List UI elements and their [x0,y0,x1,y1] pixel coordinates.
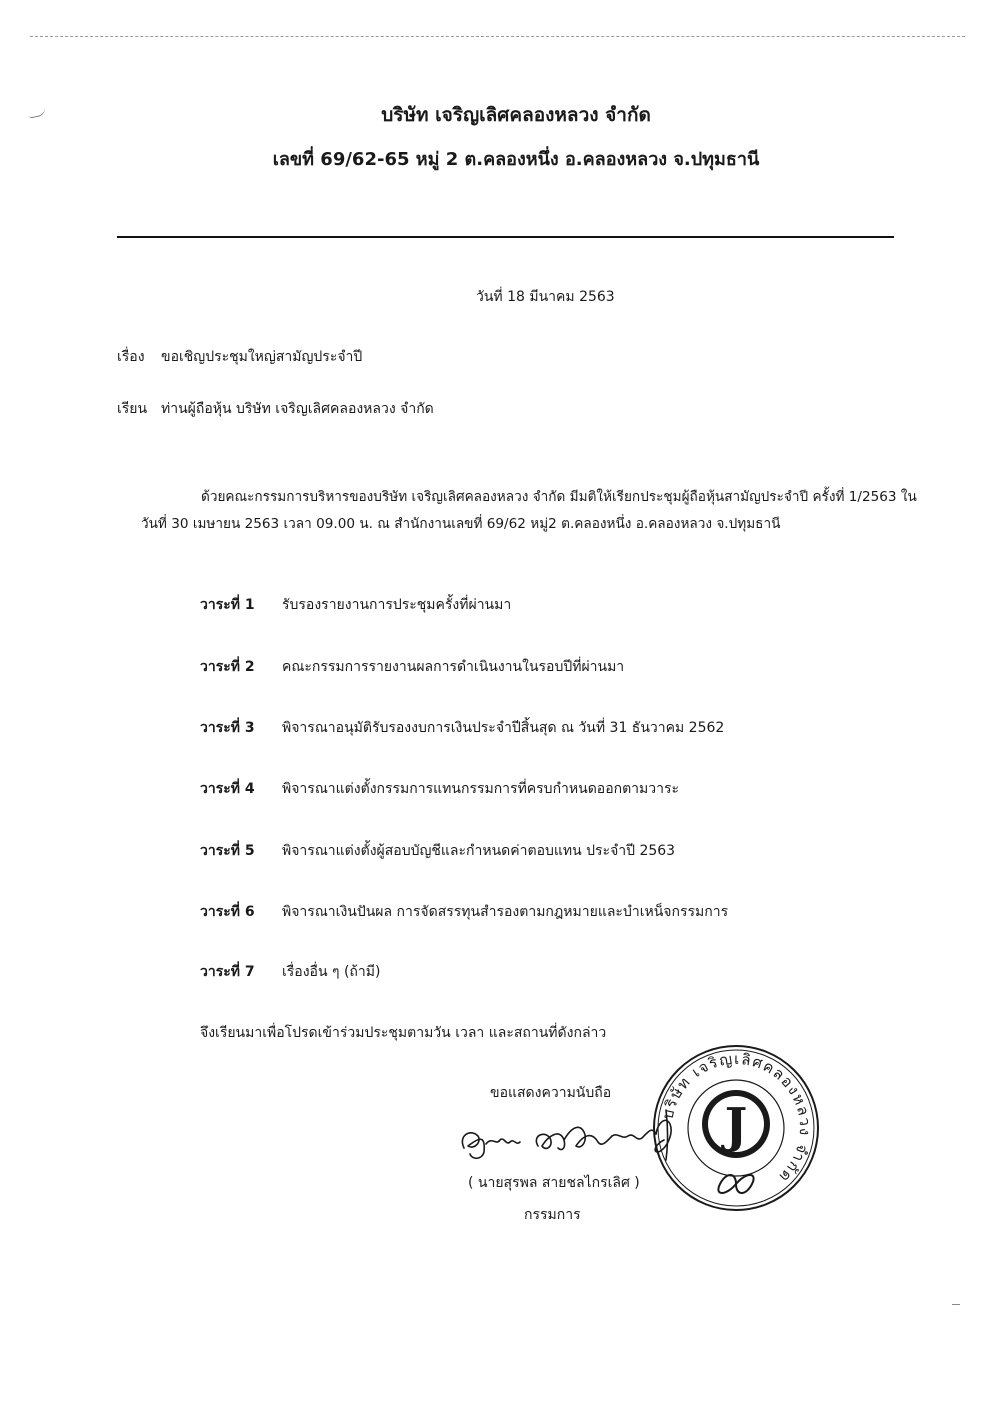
company-seal-icon [650,1042,822,1214]
agenda-text: รับรองรายงานการประชุมครั้งที่ผ่านมา [282,597,512,613]
subject-label: เรื่อง [117,349,145,365]
agenda-text: พิจารณาแต่งตั้งกรรมการแทนกรรมการที่ครบกำหนดออกตามวาระ [282,781,680,797]
scan-artifact-dash [952,1304,960,1305]
company-address: เลขที่ 69/62-65 หมู่ 2 ต.คลองหนึ่ง อ.คลองหลวง จ.ปทุมธานี [272,149,760,170]
svg-text:J: J [724,1098,748,1154]
subject-line [117,346,362,368]
agenda-label: วาระที่ 2 [200,659,255,675]
agenda-text: คณะกรรมการรายงานผลการดำเนินงานในรอบปีที่ผ่านมา [282,659,625,675]
agenda-item-4 [200,778,679,800]
company-name: บริษัท เจริญเลิศคลองหลวง จำกัด [381,104,651,126]
agenda-text: พิจารณาอนุมัติรับรองงบการเงินประจำปีสิ้นสุด ณ วันที่ 31 ธันวาคม 2562 [282,720,725,736]
signer-name: ( นายสุรพล สายชลไกรเลิศ ) [468,1175,640,1191]
header-divider [117,236,894,238]
letter-date: วันที่ 18 มีนาคม 2563 [476,289,615,305]
agenda-text: พิจารณาเงินปันผล การจัดสรรทุนสำรองตามกฎหมายและบำเหน็จกรรมการ [282,904,729,920]
regards-text: ขอแสดงความนับถือ [490,1085,612,1101]
agenda-label: วาระที่ 3 [200,720,255,736]
agenda-item-6 [200,901,728,923]
agenda-item-3 [200,717,724,739]
recipient-label: เรียน [117,401,148,417]
subject-text: ขอเชิญประชุมใหญ่สามัญประจำปี [161,349,363,365]
agenda-item-5 [200,840,675,862]
body-paragraph: ด้วยคณะกรรมการบริหารของบริษัท เจริญเลิศคลองหลวง จำกัด มีมติให้เรียกประชุมผู้ถือหุ้นสามัญประจำปี ครั้งที่ 1/2563 ในวันที่ 30 เมษายน 2563 เวลา 09.00 น. ณ สำนักงานเลขที่ 69/62 หมู่2 ต.คลองหนึ่ง อ.คลองหลวง จ.ปทุมธานี [141,489,917,532]
scan-edge-line [30,36,965,37]
svg-text:บริษัท เจริญเลิศคลองหลวง จำกัด: บริษัท เจริญเลิศคลองหลวง จำกัด [658,1049,815,1187]
agenda-item-7 [200,961,380,983]
agenda-text: เรื่องอื่น ๆ (ถ้ามี) [282,964,381,980]
agenda-label: วาระที่ 1 [200,597,255,613]
recipient-line [117,398,434,420]
agenda-text: พิจารณาแต่งตั้งผู้สอบบัญชีและกำหนดค่าตอบแทน ประจำปี 2563 [282,843,676,859]
agenda-label: วาระที่ 6 [200,904,255,920]
agenda-item-1 [200,594,511,616]
closing-text: จึงเรียนมาเพื่อโปรดเข้าร่วมประชุมตามวัน เวลา และสถานที่ดังกล่าว [200,1025,607,1041]
recipient-text: ท่านผู้ถือหุ้น บริษัท เจริญเลิศคลองหลวง จำกัด [161,401,434,417]
agenda-label: วาระที่ 7 [200,964,255,980]
agenda-item-2 [200,656,624,678]
agenda-label: วาระที่ 5 [200,843,255,859]
signer-title: กรรมการ [524,1207,581,1223]
agenda-label: วาระที่ 4 [200,781,255,797]
